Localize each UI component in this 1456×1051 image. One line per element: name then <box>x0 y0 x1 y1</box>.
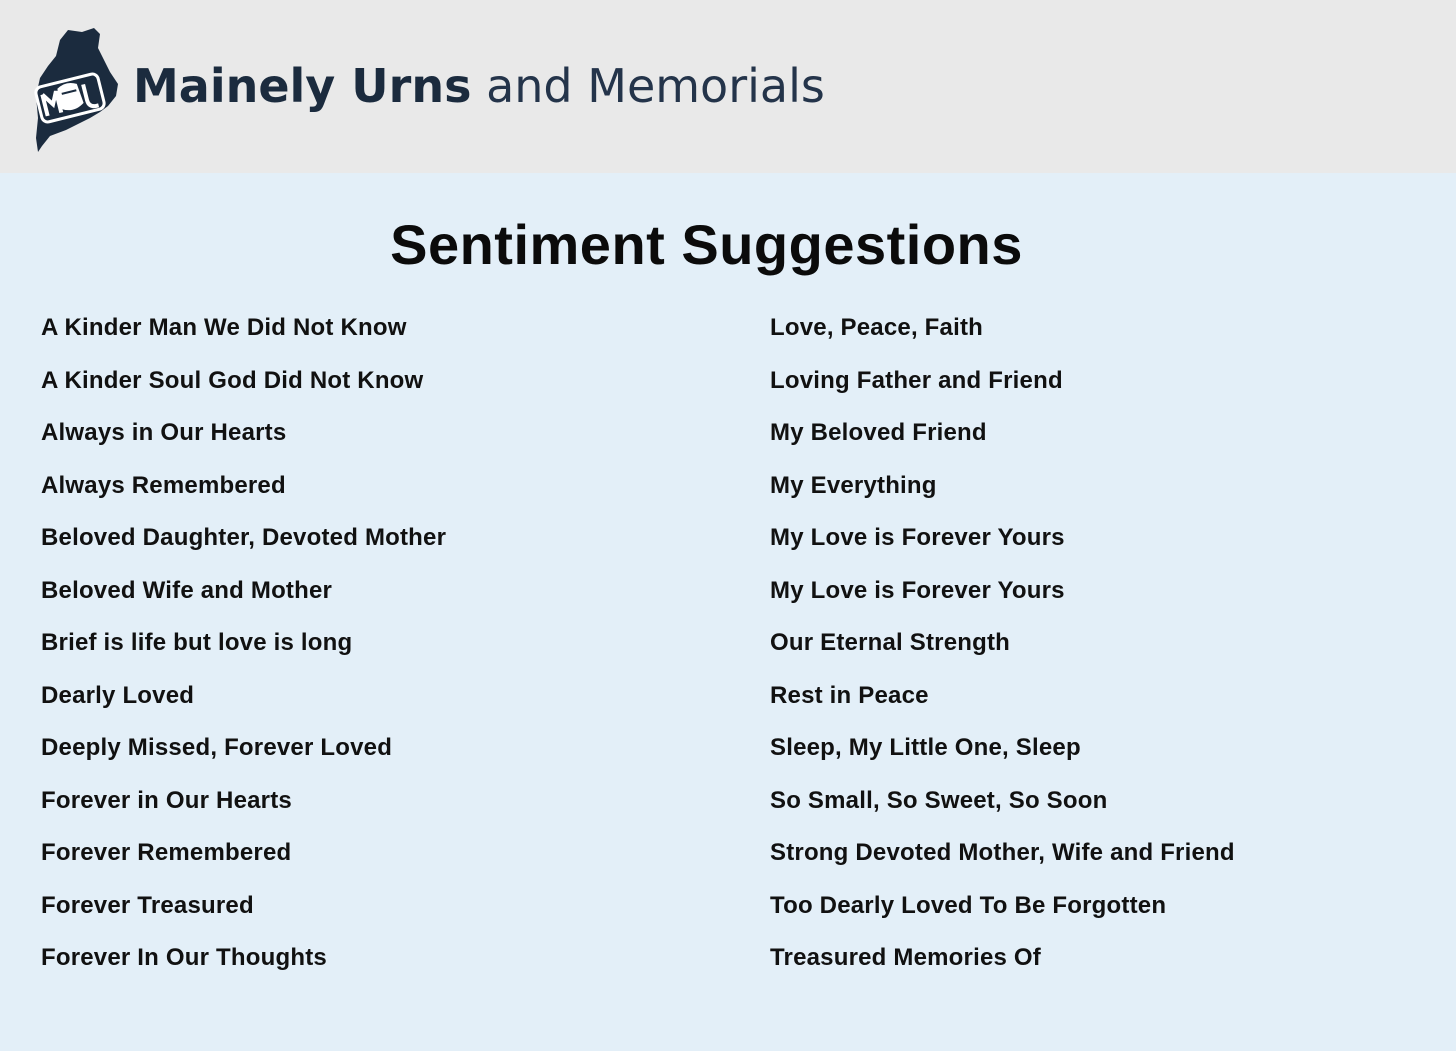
list-item: Beloved Daughter, Devoted Mother <box>41 524 447 551</box>
main-content <box>0 173 1456 1051</box>
brand-name: Mainely Urns <box>133 59 472 113</box>
list-item: Beloved Wife and Mother <box>41 576 333 604</box>
page-title: Sentiment Suggestions <box>390 213 1023 276</box>
sentiment-list-right <box>770 312 1235 995</box>
list-item: Love, Peace, Faith <box>770 314 984 341</box>
list-item: My Love is Forever Yours <box>770 524 1065 551</box>
list-item: Forever In Our Thoughts <box>41 944 327 971</box>
list-item: Strong Devoted Mother, Wife and Friend <box>770 839 1235 866</box>
list-item: Dearly Loved <box>41 681 195 709</box>
list-item: Always Remembered <box>41 471 286 499</box>
list-item: Forever Remembered <box>41 839 292 866</box>
list-item: Too Dearly Loved To Be Forgotten <box>770 891 1167 919</box>
list-item: Treasured Memories Of <box>770 944 1041 971</box>
list-item: Deeply Missed, Forever Loved <box>41 734 393 761</box>
list-item: My Love is Forever Yours <box>770 576 1065 604</box>
list-item: A Kinder Soul God Did Not Know <box>41 366 424 394</box>
list-item: A Kinder Man We Did Not Know <box>41 314 407 341</box>
list-item: Sleep, My Little One, Sleep <box>770 734 1081 761</box>
brand-tagline: and Memorials <box>486 59 825 113</box>
list-item: So Small, So Sweet, So Soon <box>770 786 1108 814</box>
list-item: Always in Our Hearts <box>41 419 287 446</box>
maine-logo-icon[interactable] <box>30 26 120 154</box>
list-item: Rest in Peace <box>770 681 929 709</box>
list-item: Brief is life but love is long <box>41 629 353 656</box>
site-brand[interactable] <box>133 56 825 116</box>
list-item: My Beloved Friend <box>770 419 987 446</box>
list-item: Loving Father and Friend <box>770 366 1063 394</box>
list-item: Our Eternal Strength <box>770 629 1011 656</box>
list-item: Forever in Our Hearts <box>41 786 292 814</box>
sentiment-list-left <box>41 312 446 995</box>
list-item: Forever Treasured <box>41 891 254 919</box>
site-header <box>0 0 1456 173</box>
list-item: My Everything <box>770 471 937 499</box>
